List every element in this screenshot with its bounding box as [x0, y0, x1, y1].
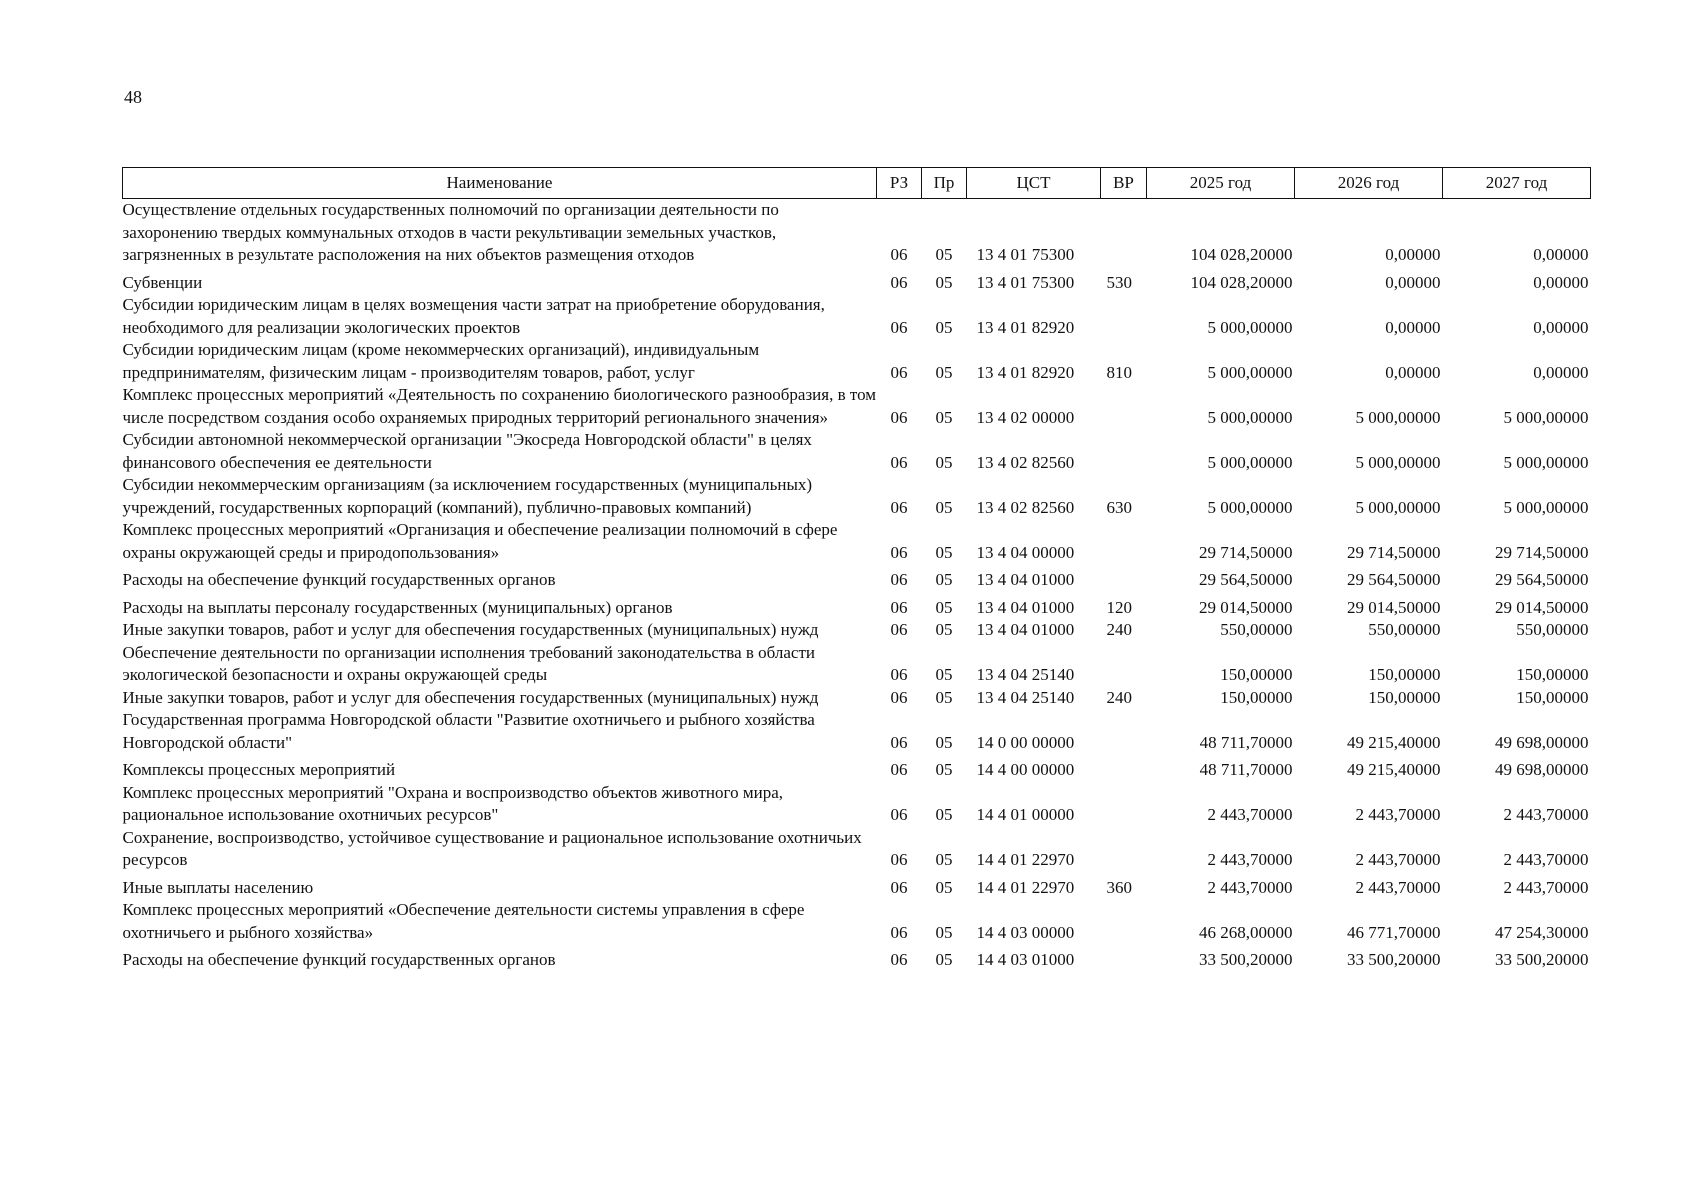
row-amount-2026: 33 500,20000 — [1347, 950, 1441, 969]
table-row — [123, 619, 1591, 642]
row-pr: 05 — [935, 497, 953, 517]
row-name: Субвенции — [122, 272, 203, 292]
row-name: Расходы на обеспечение функций государственных органов — [122, 950, 556, 969]
row-pr: 05 — [935, 922, 953, 942]
row-amount-2027: 150,00000 — [1516, 665, 1589, 684]
row-amount-2026: 0,00000 — [1385, 272, 1441, 292]
table-row — [123, 754, 1591, 782]
row-amount-2026: 550,00000 — [1368, 620, 1441, 639]
row-vr — [1101, 827, 1147, 872]
row-pr: 05 — [935, 407, 953, 427]
row-amount-2026: 29 014,50000 — [1347, 597, 1441, 617]
row-cst: 14 4 01 22970 — [976, 877, 1075, 897]
row-amount-2026: 46 771,70000 — [1347, 922, 1441, 942]
row-vr: 120 — [1106, 597, 1132, 617]
row-cst: 13 4 04 01000 — [976, 620, 1075, 639]
row-cst: 13 4 01 75300 — [976, 245, 1075, 264]
row-pr: 05 — [935, 317, 953, 337]
table-row — [123, 592, 1591, 620]
row-amount-2027: 5 000,00000 — [1503, 497, 1589, 517]
row-pr: 05 — [935, 362, 953, 382]
row-amount-2026: 49 215,40000 — [1347, 732, 1441, 752]
row-vr — [1101, 519, 1147, 564]
row-amount-2026: 5 000,00000 — [1355, 407, 1441, 427]
header-2027: 2027 год — [1443, 168, 1591, 199]
row-amount-2027: 5 000,00000 — [1503, 452, 1589, 472]
row-amount-2027: 0,00000 — [1533, 362, 1589, 382]
row-amount-2027: 2 443,70000 — [1503, 805, 1589, 824]
row-rz: 06 — [890, 452, 908, 472]
row-vr — [1101, 199, 1147, 267]
row-amount-2025: 29 014,50000 — [1199, 597, 1293, 617]
row-amount-2027: 29 564,50000 — [1495, 570, 1589, 589]
table-row — [123, 384, 1591, 429]
row-pr: 05 — [935, 542, 953, 562]
row-vr — [1101, 709, 1147, 754]
row-amount-2026: 0,00000 — [1385, 245, 1441, 264]
header-rz: РЗ — [877, 168, 922, 199]
row-name: Иные выплаты населению — [122, 877, 314, 897]
row-rz: 06 — [890, 760, 908, 779]
row-name: Иные закупки товаров, работ и услуг для обеспечения государственных (муниципальных) нужд — [122, 620, 819, 639]
row-rz: 06 — [890, 272, 908, 292]
row-cst: 13 4 01 75300 — [976, 272, 1075, 292]
row-pr: 05 — [935, 687, 953, 707]
row-pr: 05 — [935, 452, 953, 472]
table-row — [123, 267, 1591, 295]
row-amount-2026: 2 443,70000 — [1355, 877, 1441, 897]
row-amount-2026: 150,00000 — [1368, 665, 1441, 684]
row-amount-2025: 29 714,50000 — [1199, 542, 1293, 562]
row-rz: 06 — [890, 732, 908, 752]
row-amount-2027: 550,00000 — [1516, 620, 1589, 639]
row-cst: 13 4 04 25140 — [976, 687, 1075, 707]
row-pr: 05 — [935, 805, 953, 824]
row-pr: 05 — [935, 732, 953, 752]
row-vr — [1101, 294, 1147, 339]
row-amount-2027: 2 443,70000 — [1503, 877, 1589, 897]
row-vr: 240 — [1106, 687, 1132, 707]
row-name: Комплекс процессных мероприятий «Организация и обеспечение реализации полномочий в сфере охраны окружающей среды и природопользования» — [122, 520, 838, 562]
row-pr: 05 — [935, 570, 953, 589]
row-amount-2026: 0,00000 — [1385, 317, 1441, 337]
row-pr: 05 — [935, 665, 953, 684]
row-name: Государственная программа Новгородской области "Развитие охотничьего и рыбного хозяйства Новгородской области" — [122, 710, 815, 752]
row-amount-2026: 49 215,40000 — [1347, 760, 1441, 779]
row-name: Комплекс процессных мероприятий «Обеспечение деятельности системы управления в сфере охотничьего и рыбного хозяйства» — [122, 900, 805, 942]
row-amount-2027: 49 698,00000 — [1495, 732, 1589, 752]
row-amount-2025: 104 028,20000 — [1190, 272, 1293, 292]
header-name: Наименование — [123, 168, 877, 199]
row-amount-2025: 5 000,00000 — [1207, 362, 1293, 382]
row-vr — [1101, 754, 1147, 782]
row-name: Комплекс процессных мероприятий "Охрана и воспроизводство объектов животного мира, рациональное использование охотничьих ресурсов" — [122, 782, 783, 824]
header-2025: 2025 год — [1147, 168, 1295, 199]
row-amount-2025: 2 443,70000 — [1207, 805, 1293, 824]
row-amount-2026: 2 443,70000 — [1355, 850, 1441, 869]
row-amount-2025: 550,00000 — [1220, 620, 1293, 639]
row-cst: 13 4 02 00000 — [976, 407, 1075, 427]
row-cst: 14 4 01 00000 — [976, 805, 1075, 824]
row-amount-2026: 5 000,00000 — [1355, 497, 1441, 517]
row-rz: 06 — [890, 687, 908, 707]
table-body — [123, 199, 1591, 972]
table-row — [123, 429, 1591, 474]
row-vr: 240 — [1106, 620, 1132, 639]
row-amount-2026: 0,00000 — [1385, 362, 1441, 382]
row-amount-2027: 0,00000 — [1533, 245, 1589, 264]
table-row — [123, 339, 1591, 384]
row-vr — [1101, 944, 1147, 972]
row-amount-2025: 46 268,00000 — [1199, 922, 1293, 942]
row-name: Осуществление отдельных государственных полномочий по организации деятельности по захоронению твердых коммунальных отходов в части рекультивации земельных участков, загрязненных в результате расположения на них объектов размещения отходов — [122, 200, 779, 264]
row-amount-2027: 29 714,50000 — [1495, 542, 1589, 562]
row-rz: 06 — [890, 620, 908, 639]
row-name: Комплексы процессных мероприятий — [122, 760, 396, 779]
row-pr: 05 — [935, 877, 953, 897]
row-cst: 13 4 04 25140 — [976, 665, 1075, 684]
row-amount-2025: 104 028,20000 — [1190, 245, 1293, 264]
page-number: 48 — [124, 87, 142, 107]
row-vr — [1101, 564, 1147, 592]
row-cst: 13 4 02 82560 — [976, 497, 1075, 517]
row-amount-2027: 150,00000 — [1516, 687, 1589, 707]
row-amount-2025: 48 711,70000 — [1199, 760, 1293, 779]
table-row — [123, 474, 1591, 519]
row-vr: 810 — [1106, 362, 1132, 382]
row-rz: 06 — [890, 950, 908, 969]
row-rz: 06 — [890, 245, 908, 264]
row-amount-2025: 2 443,70000 — [1207, 850, 1293, 869]
row-vr: 630 — [1106, 497, 1132, 517]
table-row — [123, 872, 1591, 900]
table-row — [123, 827, 1591, 872]
row-rz: 06 — [890, 850, 908, 869]
row-amount-2027: 47 254,30000 — [1495, 922, 1589, 942]
row-amount-2027: 0,00000 — [1533, 272, 1589, 292]
row-amount-2025: 2 443,70000 — [1207, 877, 1293, 897]
row-cst: 14 4 00 00000 — [976, 760, 1075, 779]
header-pr: Пр — [922, 168, 967, 199]
row-rz: 06 — [890, 570, 908, 589]
row-rz: 06 — [890, 542, 908, 562]
row-cst: 13 4 01 82920 — [976, 317, 1075, 337]
row-amount-2025: 33 500,20000 — [1199, 950, 1293, 969]
row-amount-2025: 48 711,70000 — [1199, 732, 1293, 752]
row-name: Расходы на обеспечение функций государственных органов — [122, 570, 556, 589]
row-amount-2025: 5 000,00000 — [1207, 497, 1293, 517]
row-rz: 06 — [890, 597, 908, 617]
row-rz: 06 — [890, 407, 908, 427]
row-name: Сохранение, воспроизводство, устойчивое существование и рациональное использование охотничьих ресурсов — [122, 827, 862, 869]
row-name: Субсидии автономной некоммерческой организации "Экосреда Новгородской области" в целях финансового обеспечения ее деятельности — [122, 430, 812, 472]
row-vr: 530 — [1106, 272, 1132, 292]
table-row — [123, 642, 1591, 687]
row-vr — [1101, 782, 1147, 827]
row-pr: 05 — [935, 272, 953, 292]
row-amount-2025: 150,00000 — [1220, 665, 1293, 684]
row-rz: 06 — [890, 665, 908, 684]
row-cst: 14 4 03 00000 — [976, 922, 1075, 942]
row-amount-2026: 29 564,50000 — [1347, 570, 1441, 589]
budget-table — [122, 167, 1591, 972]
row-amount-2027: 2 443,70000 — [1503, 850, 1589, 869]
row-name: Субсидии юридическим лицам в целях возмещения части затрат на приобретение оборудования, необходимого для реализации экологических проектов — [122, 295, 825, 337]
row-pr: 05 — [935, 950, 953, 969]
row-name: Обеспечение деятельности по организации исполнения требований законодательства в области экологической безопасности и охраны окружающей среды — [122, 642, 815, 684]
row-cst: 14 4 01 22970 — [976, 850, 1075, 869]
table-row — [123, 899, 1591, 944]
row-rz: 06 — [890, 317, 908, 337]
row-name: Расходы на выплаты персоналу государственных (муниципальных) органов — [122, 597, 673, 617]
row-cst: 13 4 02 82560 — [976, 452, 1075, 472]
row-amount-2027: 33 500,20000 — [1495, 950, 1589, 969]
row-rz: 06 — [890, 805, 908, 824]
row-cst: 14 4 03 01000 — [976, 950, 1075, 969]
row-pr: 05 — [935, 620, 953, 639]
row-amount-2027: 5 000,00000 — [1503, 407, 1589, 427]
row-amount-2026: 150,00000 — [1368, 687, 1441, 707]
table-row — [123, 519, 1591, 564]
row-vr — [1101, 429, 1147, 474]
row-name: Субсидии юридическим лицам (кроме некоммерческих организаций), индивидуальным предпринимателям, физическим лицам - производителям товаров, работ, услуг — [122, 340, 760, 382]
row-amount-2025: 5 000,00000 — [1207, 317, 1293, 337]
row-rz: 06 — [890, 362, 908, 382]
row-cst: 13 4 04 00000 — [976, 542, 1075, 562]
row-name: Субсидии некоммерческим организациям (за исключением государственных (муниципальных) учреждений, государственных корпораций (компаний), публично-правовых компаний) — [122, 475, 813, 517]
row-amount-2025: 29 564,50000 — [1199, 570, 1293, 589]
row-amount-2025: 150,00000 — [1220, 687, 1293, 707]
row-cst: 13 4 01 82920 — [976, 362, 1075, 382]
row-pr: 05 — [935, 760, 953, 779]
row-rz: 06 — [890, 922, 908, 942]
row-amount-2025: 5 000,00000 — [1207, 452, 1293, 472]
row-name: Иные закупки товаров, работ и услуг для обеспечения государственных (муниципальных) нужд — [122, 687, 819, 707]
row-rz: 06 — [890, 877, 908, 897]
table-row — [123, 709, 1591, 754]
table-row — [123, 294, 1591, 339]
row-cst: 14 0 00 00000 — [976, 732, 1075, 752]
row-name: Комплекс процессных мероприятий «Деятельность по сохранению биологического разнообразия, в том числе посредством создания особо охраняемых природных территорий регионального значения» — [122, 385, 877, 427]
header-cst: ЦСТ — [967, 168, 1101, 199]
header-vr: ВР — [1101, 168, 1147, 199]
table-row — [123, 782, 1591, 827]
table-row — [123, 564, 1591, 592]
row-amount-2026: 29 714,50000 — [1347, 542, 1441, 562]
row-pr: 05 — [935, 597, 953, 617]
row-vr: 360 — [1106, 877, 1132, 897]
row-pr: 05 — [935, 245, 953, 264]
header-2026: 2026 год — [1295, 168, 1443, 199]
row-amount-2026: 2 443,70000 — [1355, 805, 1441, 824]
table-row — [123, 944, 1591, 972]
table-row — [123, 687, 1591, 710]
row-cst: 13 4 04 01000 — [976, 597, 1075, 617]
row-amount-2026: 5 000,00000 — [1355, 452, 1441, 472]
row-amount-2025: 5 000,00000 — [1207, 407, 1293, 427]
table-header-row — [123, 168, 1591, 199]
row-amount-2027: 29 014,50000 — [1495, 597, 1589, 617]
row-amount-2027: 0,00000 — [1533, 317, 1589, 337]
row-vr — [1101, 642, 1147, 687]
row-pr: 05 — [935, 850, 953, 869]
row-amount-2027: 49 698,00000 — [1495, 760, 1589, 779]
row-cst: 13 4 04 01000 — [976, 570, 1075, 589]
row-vr — [1101, 384, 1147, 429]
row-vr — [1101, 899, 1147, 944]
table-row — [123, 199, 1591, 267]
row-rz: 06 — [890, 497, 908, 517]
